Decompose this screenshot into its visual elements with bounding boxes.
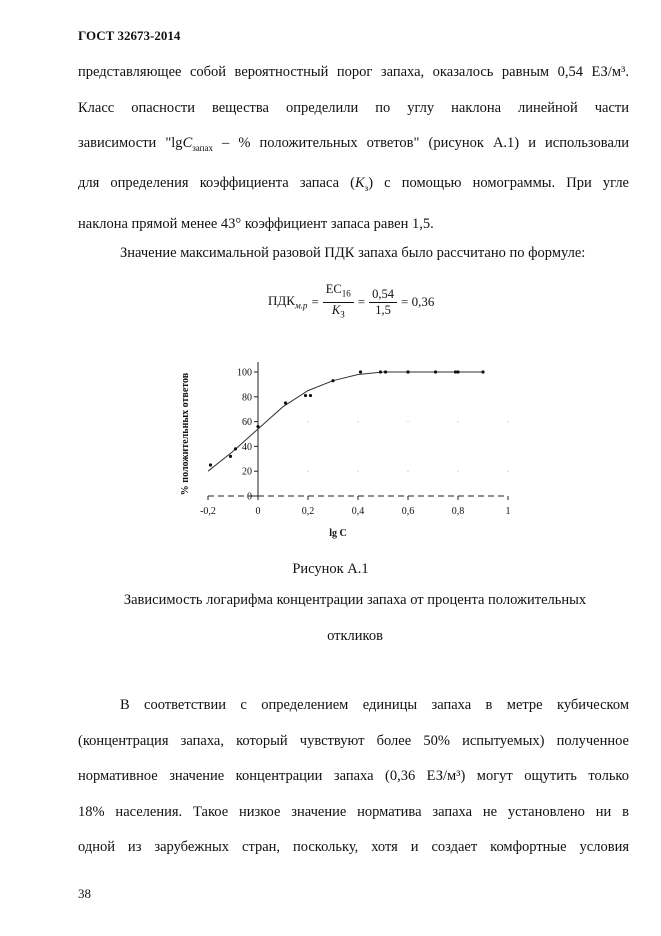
pdk-formula (268, 282, 434, 322)
paragraph-1-line-5: наклона прямой менее 43° коэффициент запаса равен 1,5. (78, 215, 434, 232)
formula-fraction-2 (369, 287, 397, 318)
paragraph-3-line-3: нормативное значение концентрации запаха (0,36 ЕЗ/м³) могут ощутить только (78, 768, 629, 784)
fraction-1-denominator-text: K (331, 302, 341, 317)
chart-x-axis-label: lg C (329, 528, 347, 539)
y-tick-label: 0 (247, 491, 252, 503)
grid-dot (408, 471, 409, 472)
figure-caption: Зависимость логарифма концентрации запаха от процента положительных откликов (123, 592, 587, 644)
paragraph-3 (78, 688, 629, 866)
data-point (234, 447, 237, 450)
document-header: ГОСТ 32673-2014 (78, 28, 181, 43)
x-tick-label: 0 (255, 506, 261, 517)
data-point (379, 370, 382, 373)
data-point (229, 455, 232, 458)
data-point (481, 370, 484, 373)
data-point (359, 370, 362, 373)
formula-lhs-text: ПДК (268, 293, 295, 309)
fraction-1-numerator-text: ЕC (325, 282, 342, 296)
x-tick-label: 1 (505, 506, 511, 517)
fraction-2-numerator: 0,54 (369, 287, 397, 303)
paragraph-1-line-3-sub: запах (192, 142, 213, 153)
paragraph-1-line-4-b: ) с помощью номограммы. При угле (368, 175, 629, 192)
x-tick-label: 0,2 (301, 506, 315, 517)
fraction-1-denominator-sub: З (340, 309, 345, 319)
figure-title: Рисунок А.1 (292, 561, 369, 577)
formula-lhs-sub: м.р (294, 300, 308, 311)
paragraph-1-line-3-a: зависимости "lg (78, 135, 183, 151)
paragraph-1-line-3-b: – % положительных ответов" (рисунок А.1) и использовали (212, 135, 630, 151)
data-point (304, 394, 307, 397)
paragraph-1-line-4-sub: з (364, 183, 369, 194)
formula-equals-2: = (357, 294, 366, 309)
chart-y-axis-label: % положительных ответов (180, 372, 191, 496)
paragraph-3-line-5: одной из зарубежных стран, поскольку, хотя и создает комфортные условия (78, 839, 629, 855)
grid-dot (358, 421, 359, 422)
paragraph-3-line-2: (концентрация запаха, который чувствуют более 50% испытуемых) полученное (78, 732, 629, 749)
x-tick-label: 0,8 (451, 506, 465, 517)
x-tick-label: -0,2 (200, 506, 216, 517)
data-point (384, 370, 387, 373)
formula-result: = 0,36 (400, 294, 435, 309)
data-point (434, 370, 437, 373)
paragraph-1-line-2: Класс опасности вещества определили по углу наклона линейной части (78, 99, 629, 116)
fraction-1-numerator (323, 282, 354, 303)
dose-response-chart (170, 340, 530, 555)
grid-dot (458, 421, 459, 422)
data-point (331, 379, 334, 382)
data-point (456, 370, 459, 373)
paragraph-1-line-1: представляющее собой вероятностный порог запаха, оказалось равным 0,54 ЕЗ/м³. (78, 64, 629, 80)
formula-lhs (268, 293, 307, 311)
page-number: 38 (78, 886, 91, 901)
paragraph-1-line-3-c: C (182, 135, 193, 151)
formula-fraction-1 (323, 282, 354, 322)
paragraph-1-line-4 (78, 166, 629, 206)
paragraph-1 (78, 55, 629, 242)
grid-dot (508, 471, 509, 472)
data-point (256, 425, 259, 428)
paragraph-2: Значение максимальной разовой ПДК запаха было рассчитано по формуле: (120, 245, 586, 261)
x-tick-label: 0,4 (351, 506, 365, 517)
y-tick-label: 60 (242, 417, 252, 429)
fraction-1-numerator-sub: 16 (341, 288, 351, 299)
y-tick-label: 80 (242, 392, 252, 404)
paragraph-1-line-4-a: для определения коэффициента запаса ( (78, 175, 355, 192)
fraction-1-denominator (329, 303, 348, 323)
grid-dot (458, 471, 459, 472)
paragraph-1-line-3 (78, 126, 629, 166)
grid-dot (508, 421, 509, 422)
paragraph-1-line-4-k: K (355, 175, 365, 192)
y-tick-label: 20 (242, 466, 252, 478)
y-tick-label: 100 (237, 367, 252, 379)
data-point (284, 401, 287, 404)
x-tick-label: 0,6 (401, 506, 415, 517)
data-point (209, 463, 212, 466)
formula-equals-1: = (311, 294, 319, 309)
paragraph-3-line-1: В соответствии с определением единицы запаха в метре кубическом (120, 697, 629, 713)
fraction-2-denominator: 1,5 (375, 302, 391, 317)
grid-dot (408, 421, 409, 422)
data-point (309, 394, 312, 397)
y-tick-label: 40 (242, 441, 252, 453)
paragraph-3-line-4: 18% населения. Такое низкое значение норматива запаха не установлено ни в (78, 803, 629, 820)
data-point (406, 370, 409, 373)
grid-dot (308, 421, 309, 422)
grid-dot (358, 471, 359, 472)
grid-dot (308, 471, 309, 472)
